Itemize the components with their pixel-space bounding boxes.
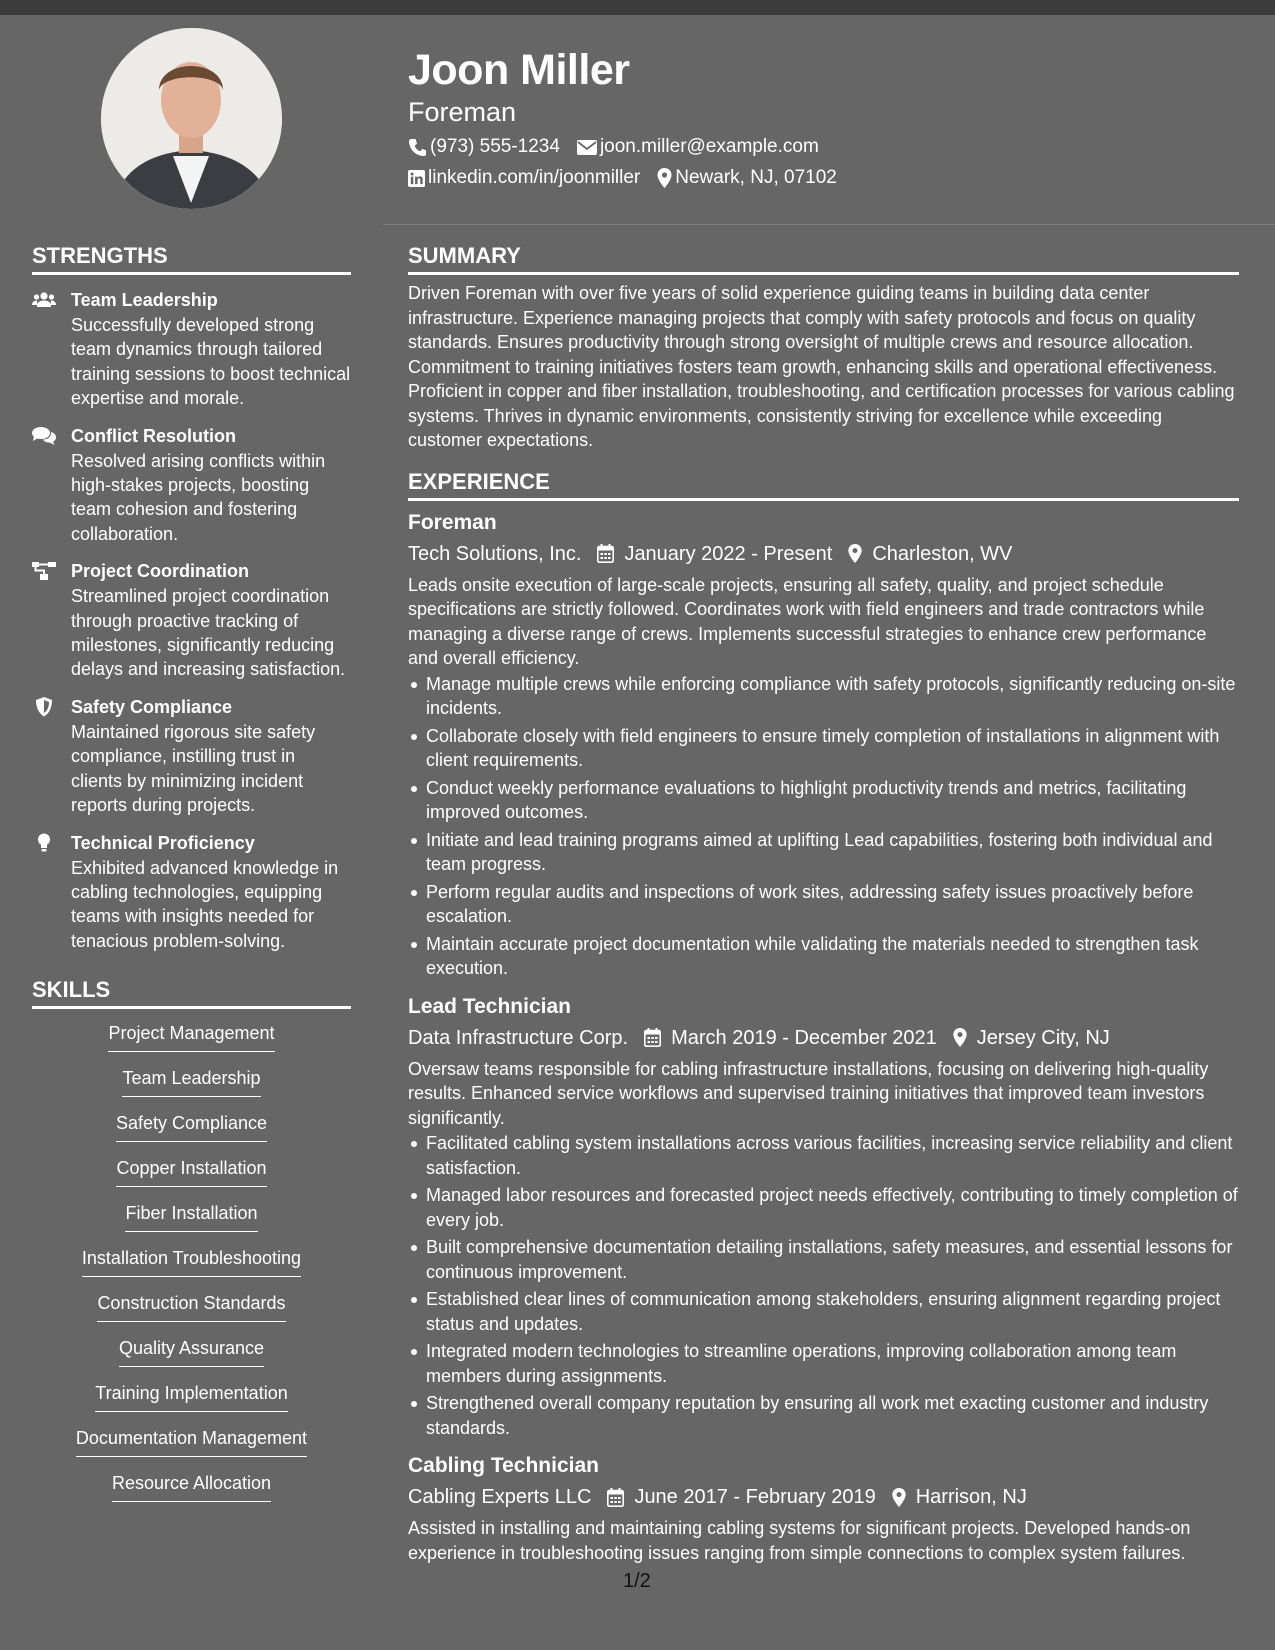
skill-tag: Fiber Installation [125,1201,257,1232]
job-title: Lead Technician [408,994,571,1018]
strength-title: Conflict Resolution [71,425,236,446]
skill-tag: Installation Troubleshooting [82,1246,301,1277]
bullet-item: Perform regular audits and inspections of work sites, addressing safety issues proactively before escalation. [408,880,1239,929]
job-title: Foreman [408,510,497,534]
top-bar [0,0,1275,15]
phone-icon [408,138,427,157]
calendar-icon [607,1488,624,1507]
email-text: joon.miller@example.com [599,136,819,157]
sitemap-icon [32,561,56,581]
job-location-text: Jersey City, NJ [976,1026,1110,1049]
candidate-role: Foreman [408,97,517,127]
strengths-heading: STRENGTHS [32,243,351,275]
strength-title: Safety Compliance [71,696,233,717]
job-location [892,1482,1027,1512]
map-marker-icon [953,1028,967,1047]
strength-title: Project Coordination [71,561,250,582]
map-marker-icon [848,544,862,563]
bullet-item: Strengthened overall company reputation by ensuring all work met exacting customer and industry standards. [408,1391,1239,1440]
header-divider [383,224,1275,225]
strengths-list [32,288,351,953]
job-location [953,1023,1110,1053]
skill-tag: Construction Standards [97,1291,285,1322]
strength-title: Team Leadership [71,290,218,310]
skill-tag: Documentation Management [76,1426,307,1457]
contact-row-2 [408,166,854,190]
job-company: Data Infrastructure Corp. [408,1026,629,1049]
skill-tag: Resource Allocation [112,1471,271,1502]
job-location-text: Charleston, WV [872,542,1013,565]
lightbulb-icon [32,833,56,853]
strength-item [32,559,351,682]
job-bullets [408,1131,1239,1440]
skill-tag: Training Implementation [95,1381,287,1412]
bullet-item: Maintain accurate project documentation while validating the materials needed to strengthen task execution. [408,932,1239,981]
main-column [408,243,1239,1565]
skills-heading: SKILLS [32,977,351,1009]
skill-tag: Project Management [108,1021,274,1052]
skill-tag: Safety Compliance [116,1111,267,1142]
strength-item [32,695,351,818]
bullet-item: Managed labor resources and forecasted project needs effectively, contributing to timely completion of every job. [408,1183,1239,1232]
summary-heading: SUMMARY [408,243,1239,275]
job-bullets [408,672,1239,981]
job-title: Cabling Technician [408,1454,599,1477]
bullet-item: Established clear lines of communication among stakeholders, ensuring alignment regarding project status and updates. [408,1287,1239,1336]
linkedin-icon [408,170,425,187]
bullet-item: Integrated modern technologies to streamline operations, improving collaboration among team members during assignments. [408,1339,1239,1388]
phone-text: (973) 555-1234 [430,136,560,157]
job-meta [408,1023,1239,1053]
experience-heading: EXPERIENCE [408,469,1239,501]
linkedin-contact[interactable] [408,166,640,190]
profile-photo [101,28,282,209]
job-entry [408,509,1239,981]
job-meta [408,1482,1239,1512]
job-description: Leads onsite execution of large-scale projects, ensuring all safety, quality, and project schedule specifications are strictly followed. Coordinates work with field engineers and trade contractors while managing a diverse range of crews. Implements successful strategies to enhance crew performance and overall efficiency. [408,574,1207,668]
map-marker-icon [892,1488,906,1507]
shield-icon [32,697,56,717]
email-contact[interactable] [577,135,819,159]
strength-title: Technical Proficiency [71,832,255,853]
users-icon [32,290,56,310]
strength-item [32,831,351,954]
bullet-item: Manage multiple crews while enforcing compliance with safety protocols, significantly reducing on-site incidents. [408,672,1239,721]
job-entry [408,993,1239,1441]
linkedin-text: linkedin.com/in/joonmiller [428,167,641,188]
job-dates [597,539,832,569]
bullet-item: Initiate and lead training programs aimed at uplifting Lead capabilities, fostering both individual and team progress. [408,828,1239,877]
calendar-icon [644,1028,661,1047]
calendar-icon [597,544,614,563]
job-company: Cabling Experts LLC [408,1486,592,1508]
skill-tag: Quality Assurance [119,1336,264,1367]
strength-desc: Maintained rigorous site safety compliance, instilling trust in clients by minimizing incident reports during projects. [71,721,316,816]
job-description: Oversaw teams responsible for cabling infrastructure installations, focusing on delivering high-quality results. Enhanced service workflows and supervised training initiatives that improved team investors significantly. [408,1058,1209,1128]
bullet-item: Facilitated cabling system installations across various facilities, increasing service reliability and client satisfaction. [408,1131,1239,1180]
skill-tag: Team Leadership [122,1066,260,1097]
skill-tag: Copper Installation [116,1156,266,1187]
job-dates [607,1482,875,1512]
summary-text: Driven Foreman with over five years of solid experience guiding teams in building data center infrastructure. Experience managing projects that comply with safety protocols and focus on quality standards. Ensures productivity through strong oversight of multiple crews and resource allocation. Commitment to training initiatives fosters team growth, enhancing skills and operational effectiveness. Proficient in copper and fiber installation, troubleshooting, and certification processes for various cabling systems. Thrives in dynamic environments, consistently striving for excellence while exceeding customer expectations. [408,283,1235,450]
strength-desc: Resolved arising conflicts within high-stakes projects, boosting team cohesion and fostering collaboration. [71,450,326,544]
bullet-item: Conduct weekly performance evaluations to highlight productivity trends and metrics, facilitating improved outcomes. [408,776,1239,825]
strength-item [32,288,351,411]
location-contact [657,166,837,190]
job-dates-text: June 2017 - February 2019 [634,1486,876,1508]
strength-desc: Exhibited advanced knowledge in cabling technologies, equipping teams with insights needed for tenacious problem-solving. [71,857,339,951]
location-text: Newark, NJ, 07102 [675,167,837,188]
job-company: Tech Solutions, Inc. [408,542,582,565]
strength-desc: Streamlined project coordination through proactive tracking of milestones, significantly reducing delays and increasing satisfaction. [71,586,346,680]
job-dates [644,1023,937,1053]
map-marker-icon [657,168,672,188]
job-meta [408,539,1239,569]
contact-row-1 [408,135,836,159]
skills-list [32,1021,351,1516]
strength-item [32,424,351,547]
job-description: Assisted in installing and maintaining cabling systems for significant projects. Developed hands-on experience in troubleshooting issues ranging from simple connections to complex system failures. [408,1518,1191,1563]
job-entry [408,1452,1239,1565]
bullet-item: Built comprehensive documentation detailing installations, safety measures, and essential lessons for continuous improvement. [408,1235,1239,1284]
sidebar [32,243,351,1516]
bullet-item: Collaborate closely with field engineers to ensure timely completion of installations in alignment with client requirements. [408,724,1239,773]
job-dates-text: March 2019 - December 2021 [671,1026,937,1049]
strength-desc: Successfully developed strong team dynamics through tailored training sessions to boost technical expertise and morale. [71,315,351,409]
phone-contact [408,135,560,159]
candidate-name: Joon Miller [408,46,630,94]
envelope-icon [577,140,597,155]
page-number: 1/2 [623,1570,651,1592]
comments-icon [32,426,56,446]
job-dates-text: January 2022 - Present [624,542,833,565]
job-location [848,539,1012,569]
job-location-text: Harrison, NJ [915,1486,1027,1508]
